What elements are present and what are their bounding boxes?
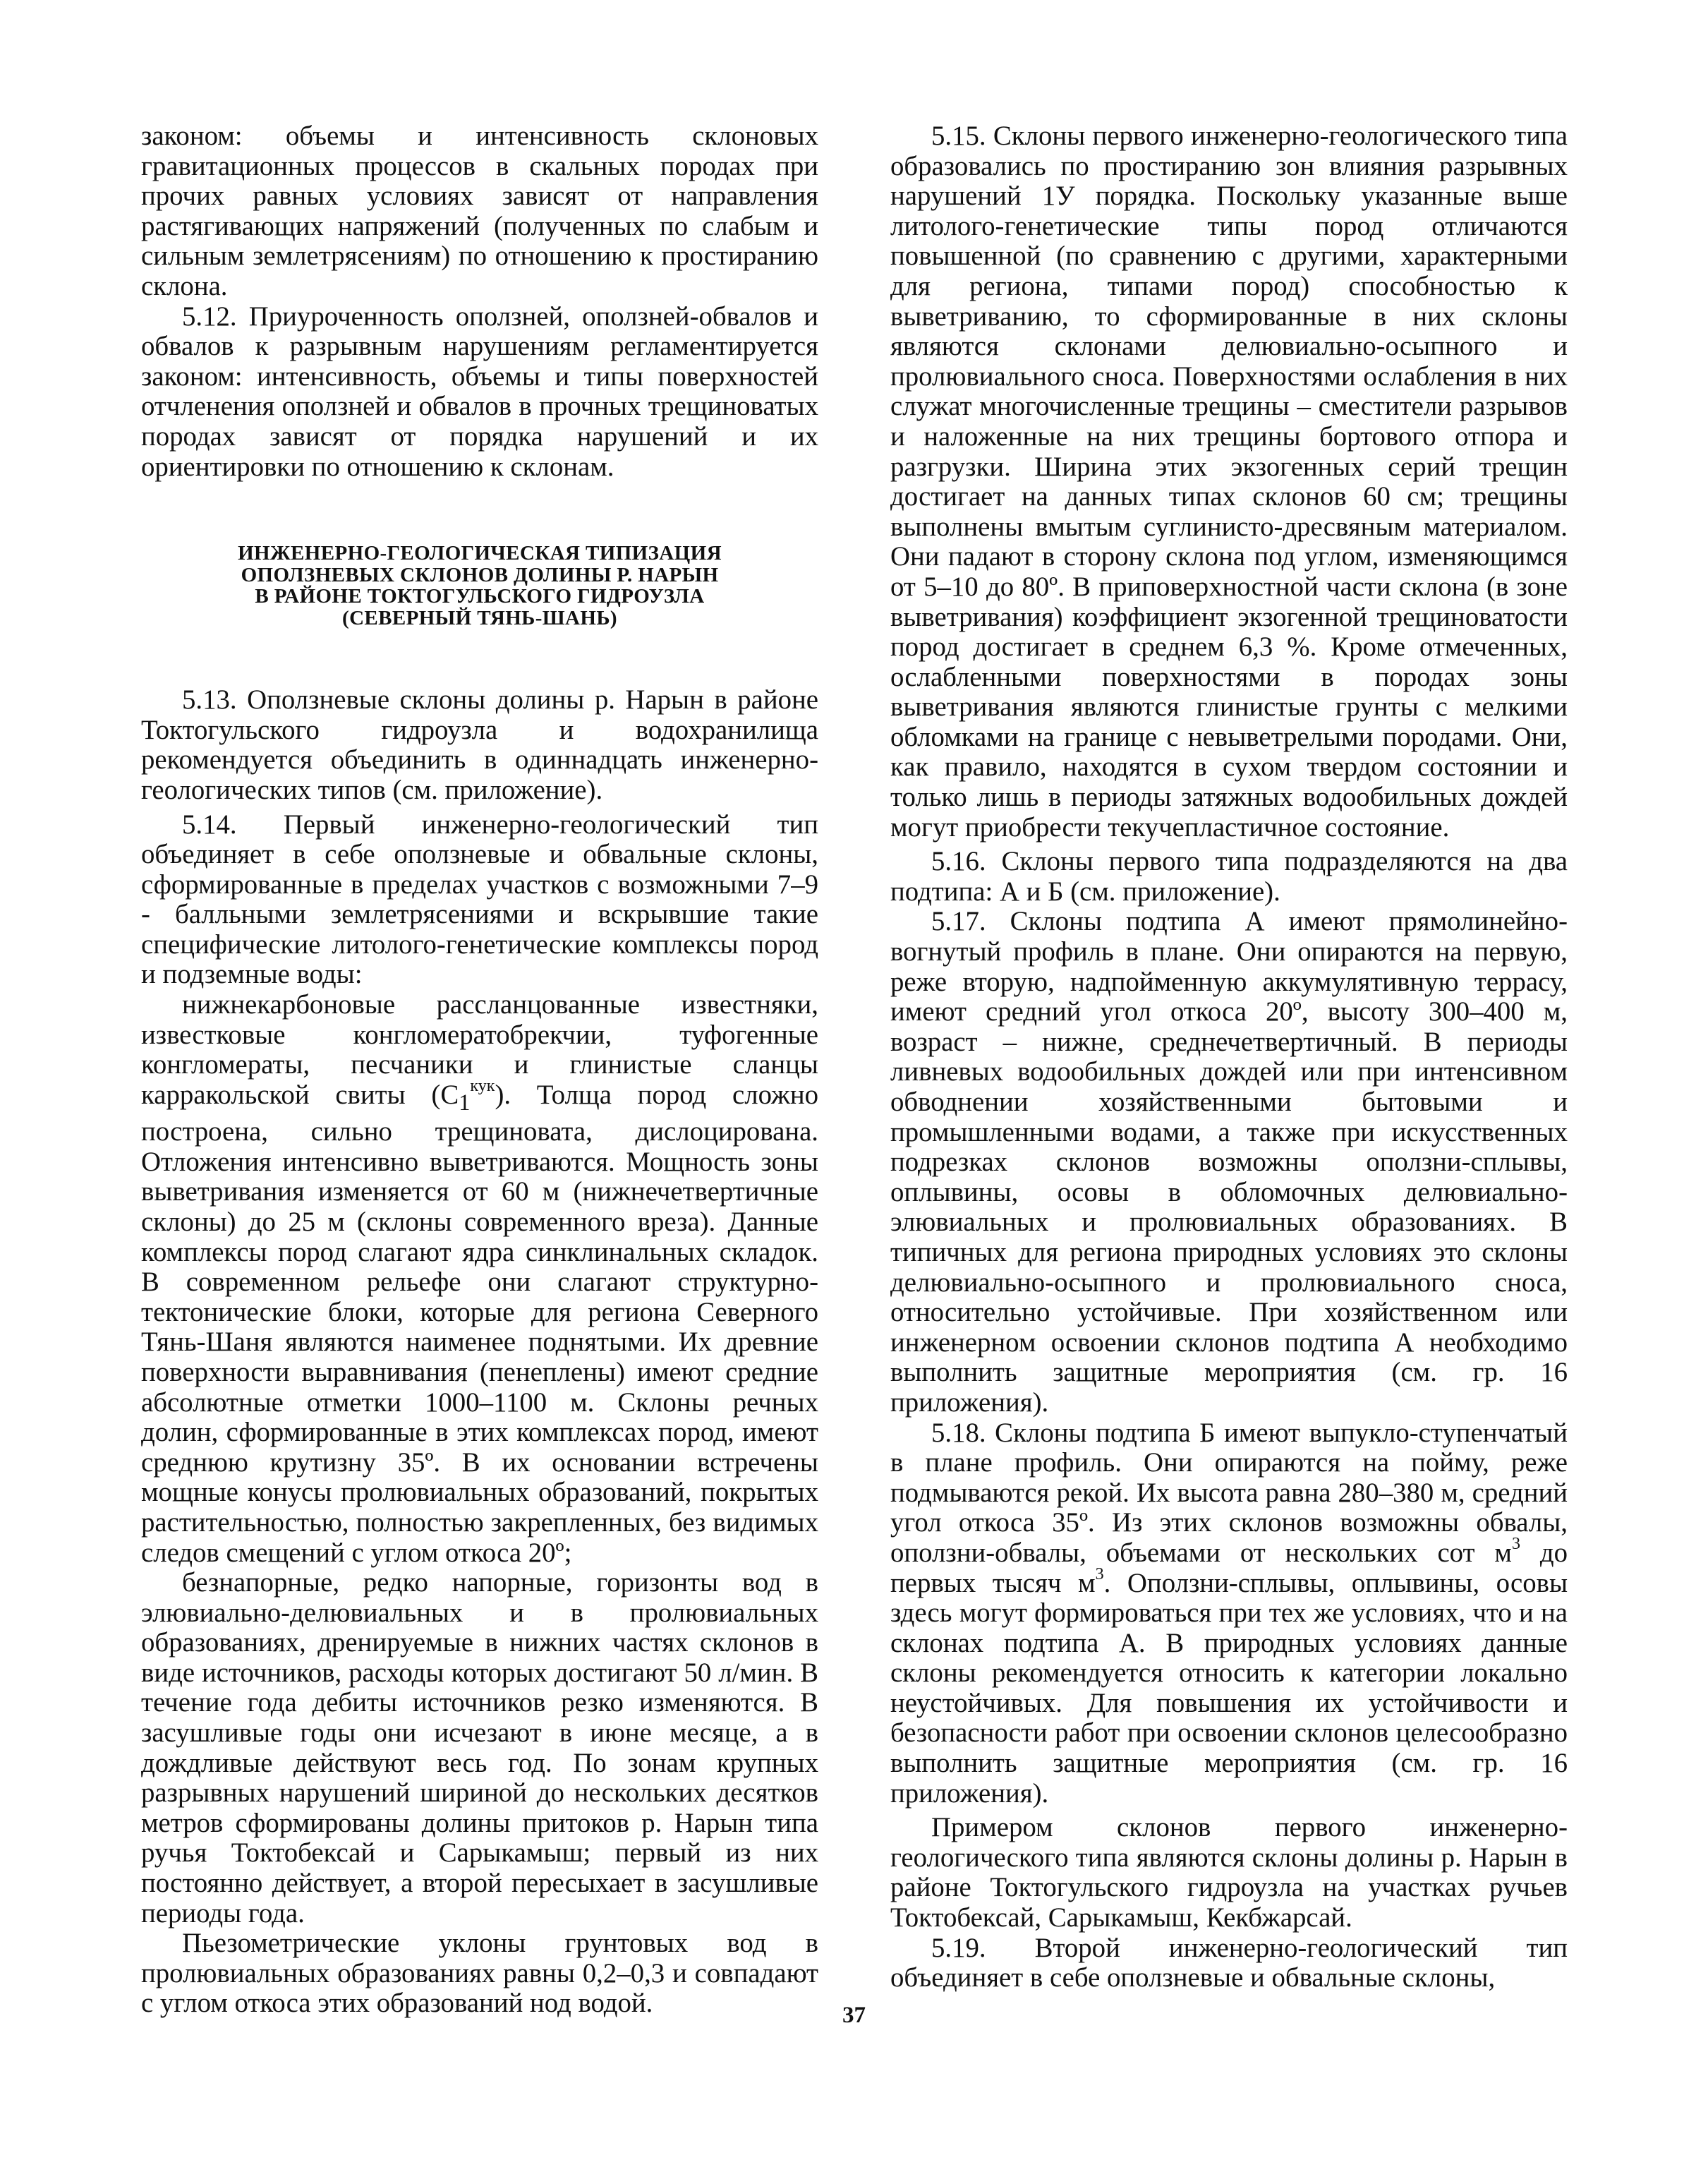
section-5-16: 5.16. Склоны первого типа подразделяются на два подтипа: А и Б (см. приложение). bbox=[890, 846, 1568, 907]
page-number: 37 bbox=[842, 2003, 866, 2028]
section-5-15: 5.15. Склоны первого инженерно-геологического типа образовались по простиранию зон влияния разрывных нарушений 1У порядка. Поскольку указанные выше литолого-генетические типы пород отличаются повышенной (по сравнению с другими, характерными для региона, типами пород) способностью к выветриванию, то сформированные в них склоны являются склонами делювиально-осыпного и пролювиального сноса. Поверхностями ослабления в них служат многочисленные трещины – сместители разрывов и наложенные на них трещины бортового отпора и разгрузки. Ширина этих экзогенных серий трещин достигает на данных типах склонов 60 см; трещины выполнены вмытым суглинисто-дресвяным материалом. Они падают в сторону склона под углом, изменяющимся от 5–10 до 80º. В приповерхностной части склона (в зоне выветривания) коэффициент экзогенной трещиноватости пород достигает в среднем 6,3 %. Кроме отмеченных, ослабленными поверхностями в породах зоны выветривания являются глинистые грунты с мелкими обломками на границе с невыветрелыми породами. Они, как правило, находятся в сухом твердом состоянии и только лишь в периоды затяжных водообильных дождей могут приобрести текучепластичное состояние. bbox=[890, 121, 1568, 843]
rock-complex-text-a: нижнекарбоновые рассланцованные известняки, известковые конгломератобрекчии, туфогенные конгломераты, песчаники и глинистые сланцы карракольской свиты (C bbox=[141, 989, 818, 1110]
rock-complex-text-b: ). Толща пород сложно построена, сильно трещиновата, дислоцирована. Отложения интенсивно выветриваются. Мощность зоны выветривания изменяется от 60 м (нижнечетвертичные склоны) до 25 м (склоны современного вреза). Данные комплексы пород слагают ядра синклинальных складок. В современном рельефе они слагают структурно-тектонические блоки, которые для региона Северного Тянь-Шаня являются наименее поднятыми. Их древние поверхности выравнивания (пенеплены) имеют средние абсолютные отметки 1000–1100 м. Склоны речных долин, сформированные в этих комплексах пород, имеют среднюю крутизну 35º. В их основании встречены мощные конусы пролювиальных образований, покрытых растительностью, полностью закрепленных, без видимых следов смещений с углом откоса 20º; bbox=[141, 1079, 818, 1568]
right-column bbox=[890, 121, 1568, 1993]
heading-line-2: ОПОЛЗНЕВЫХ СКЛОНОВ ДОЛИНЫ Р. НАРЫН bbox=[241, 563, 719, 586]
section-heading bbox=[141, 543, 818, 629]
formula-superscript: кук bbox=[470, 1076, 495, 1095]
section-5-18 bbox=[890, 1418, 1568, 1809]
groundwater-paragraph: безнапорные, редко напорные, горизонты вод в элювиально-делювиальных и в пролювиальных образованиях, дренируемые в нижних частях склонов в виде источников, расходы которых достигают 50 л/мин. В течение года дебиты источников резко изменяются. В засушливые годы они исчезают в июне месяце, а в дождливые действуют весь год. По зонам крупных разрывных нарушений шириной до нескольких десятков метров сформированы долины притоков р. Нарын типа ручья Токтобексай и Сарыкамыш; первый из них постоянно действует, а второй пересыхает в засушливые периоды года. bbox=[141, 1567, 818, 1928]
heading-line-4: (СЕВЕРНЫЙ ТЯНЬ-ШАНЬ) bbox=[342, 606, 617, 629]
section-5-19: 5.19. Второй инженерно-геологический тип объединяет в себе оползневые и обвальные склоны, bbox=[890, 1932, 1568, 1993]
cubic-superscript-2: 3 bbox=[1095, 1564, 1104, 1583]
heading-line-1: ИНЖЕНЕРНО-ГЕОЛОГИЧЕСКАЯ ТИПИЗАЦИЯ bbox=[238, 542, 722, 565]
formula-subscript: 1 bbox=[459, 1089, 471, 1115]
rock-complex-paragraph bbox=[141, 990, 818, 1568]
section-5-18-text-a: 5.18. Склоны подтипа Б имеют выпукло-ступенчатый в плане профиль. Они опираются на пойму, реже подмываются рекой. Их высота равна 280–380 м, средний угол откоса 35º. Из этих склонов возможны обвалы, оползни-обвалы, объемами от нескольких сот м bbox=[890, 1417, 1568, 1568]
piezometric-paragraph: Пьезометрические уклоны грунтовых вод в пролювиальных образованиях равны 0,2–0,3 и совпадают с углом откоса этих образований нод водой. bbox=[141, 1928, 818, 2019]
section-5-12: 5.12. Приуроченность оползней, оползней-обвалов и обвалов к разрывным нарушениям регламентируется законом: интенсивность, объемы и типы поверхностей отчленения оползней и обвалов в прочных трещиноватых породах зависят от порядка нарушений и их ориентировки по отношению к склонам. bbox=[141, 301, 818, 482]
section-5-18-text-c: . Оползни-сплывы, оплывины, осовы здесь могут формироваться при тех же условиях, что и на склонах подтипа А. В природных условиях данные склоны рекомендуется относить к категории локально неустойчивых. Для повышения их устойчивости и безопасности работ при освоении склонов целесообразно выполнить защитные мероприятия (см. гр. 16 приложения). bbox=[890, 1567, 1568, 1809]
heading-line-3: В РАЙОНЕ ТОКТОГУЛЬСКОГО ГИДРОУЗЛА bbox=[255, 585, 705, 608]
section-5-14: 5.14. Первый инженерно-геологический тип объединяет в себе оползневые и обвальные склоны, сформированные в пределах участков с возможными 7–9 - балльными землетрясениями и вскрывшие такие специфические литолого-генетические комплексы пород и подземные воды: bbox=[141, 809, 818, 990]
cubic-superscript-1: 3 bbox=[1511, 1534, 1520, 1553]
section-5-17: 5.17. Склоны подтипа А имеют прямолинейно-вогнутый профиль в плане. Они опираются на первую, реже вторую, надпойменную аккумулятивную террасу, имеют средний угол откоса 20º, высоту 300–400 м, возраст – нижне, среднечетвертичный. В периоды ливневых водообильных дождей или при интенсивном обводнении хозяйственными бытовыми и промышленными водами, а также при искусственных подрезках склонов возможны оползни-сплывы, оплывины, осовы в обломочных делювиально-элювиальных и пролювиальных образованиях. В типичных для региона природных условиях это склоны делювиально-осыпного и пролювиального сноса, относительно устойчивые. При хозяйственном или инженерном освоении склонов подтипа А необходимо выполнить защитные мероприятия (см. гр. 16 приложения). bbox=[890, 906, 1568, 1418]
section-5-18-text-b: до первых тысяч м bbox=[890, 1537, 1568, 1598]
example-paragraph: Примером склонов первого инженерно-геологического типа являются склоны долины р. Нарын в районе Токтогульского гидроузла на участках ручьев Токтобексай, Сарыкамыш, Кекбжарсай. bbox=[890, 1812, 1568, 1933]
left-column bbox=[141, 121, 818, 2019]
left-paragraph-1: законом: объемы и интенсивность склоновых гравитационных процессов в скальных породах при прочих равных условиях зависят от направления растягивающих напряжений (полученных по слабым и сильным землетрясениям) по отношению к простиранию склона. bbox=[141, 121, 818, 301]
section-5-13: 5.13. Оползневые склоны долины р. Нарын в районе Токтогульского гидроузла и водохранилища рекомендуется объединить в одиннадцать инженерно-геологических типов (см. приложение). bbox=[141, 684, 818, 805]
